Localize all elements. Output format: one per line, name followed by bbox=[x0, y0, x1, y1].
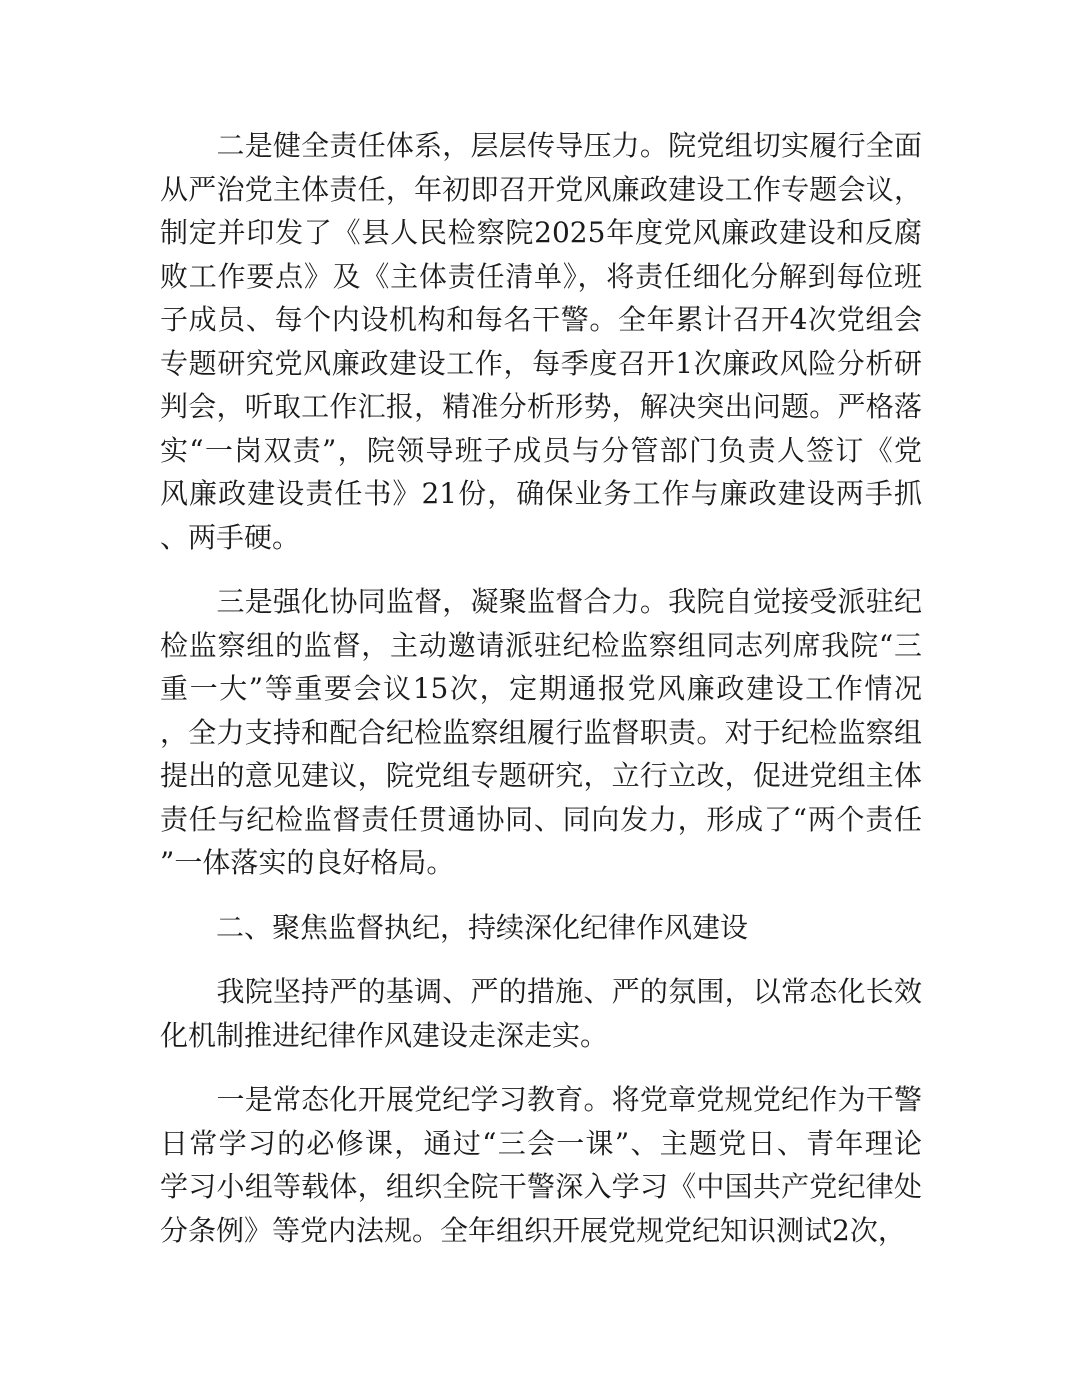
text-line: 分条例》等党内法规。全年组织开展党规党纪知识测试2次， bbox=[160, 1213, 906, 1247]
text-line: 一是常态化开展党纪学习教育。将党章党规党纪作为干警 bbox=[160, 1083, 922, 1116]
text-line: 风廉政建设责任书》21份，确保业务工作与廉政建设两手抓 bbox=[160, 477, 922, 510]
body-paragraph bbox=[160, 1078, 922, 1252]
text-line: 化机制推进纪律作风建设走深走实。 bbox=[160, 1018, 609, 1052]
text-line: 制定并印发了《县人民检察院2025年度党风廉政建设和反腐 bbox=[160, 216, 922, 249]
text-line: 专题研究党风廉政建设工作，每季度召开1次廉政风险分析研 bbox=[160, 346, 922, 380]
section-heading bbox=[160, 906, 922, 950]
text-line: 实“一岗双责”，院领导班子成员与分管部门负责人签订《党 bbox=[160, 433, 922, 467]
text-line: 我院坚持严的基调、严的措施、严的氛围，以常态化长效 bbox=[160, 975, 922, 1008]
text-line: 学习小组等载体，组织全院干警深入学习《中国共产党纪律处 bbox=[160, 1170, 922, 1203]
text-line: 败工作要点》及《主体责任清单》，将责任细化分解到每位班 bbox=[160, 259, 922, 293]
text-line: 、两手硬。 bbox=[160, 520, 301, 554]
text-line: 二、聚焦监督执纪，持续深化纪律作风建设 bbox=[160, 910, 749, 944]
text-line: 三是强化协同监督，凝聚监督合力。我院自觉接受派驻纪 bbox=[160, 585, 922, 618]
text-line: 责任与纪检监督责任贯通协同、同向发力，形成了“两个责任 bbox=[160, 802, 922, 836]
text-line: 检监察组的监督，主动邀请派驻纪检监察组同志列席我院“三 bbox=[160, 628, 922, 662]
text-line: 提出的意见建议，院党组专题研究，立行立改，促进党组主体 bbox=[160, 759, 922, 792]
text-line: 重一大”等重要会议15次，定期通报党风廉政建设工作情况 bbox=[160, 672, 922, 705]
body-paragraph bbox=[160, 124, 922, 559]
body-paragraph bbox=[160, 970, 922, 1057]
document-body bbox=[160, 124, 922, 1273]
text-line: 子成员、每个内设机构和每名干警。全年累计召开4次党组会 bbox=[160, 303, 922, 336]
body-paragraph bbox=[160, 580, 922, 885]
text-line: 判会，听取工作汇报，精准分析形势，解决突出问题。严格落 bbox=[160, 390, 922, 423]
text-line: ”一体落实的良好格局。 bbox=[160, 846, 455, 879]
text-line: ，全力支持和配合纪检监察组履行监督职责。对于纪检监察组 bbox=[160, 715, 922, 749]
text-line: 日常学习的必修课，通过“三会一课”、主题党日、青年理论 bbox=[160, 1126, 922, 1160]
text-line: 从严治党主体责任，年初即召开党风廉政建设工作专题会议， bbox=[160, 172, 922, 206]
text-line: 二是健全责任体系，层层传导压力。院党组切实履行全面 bbox=[160, 129, 922, 162]
